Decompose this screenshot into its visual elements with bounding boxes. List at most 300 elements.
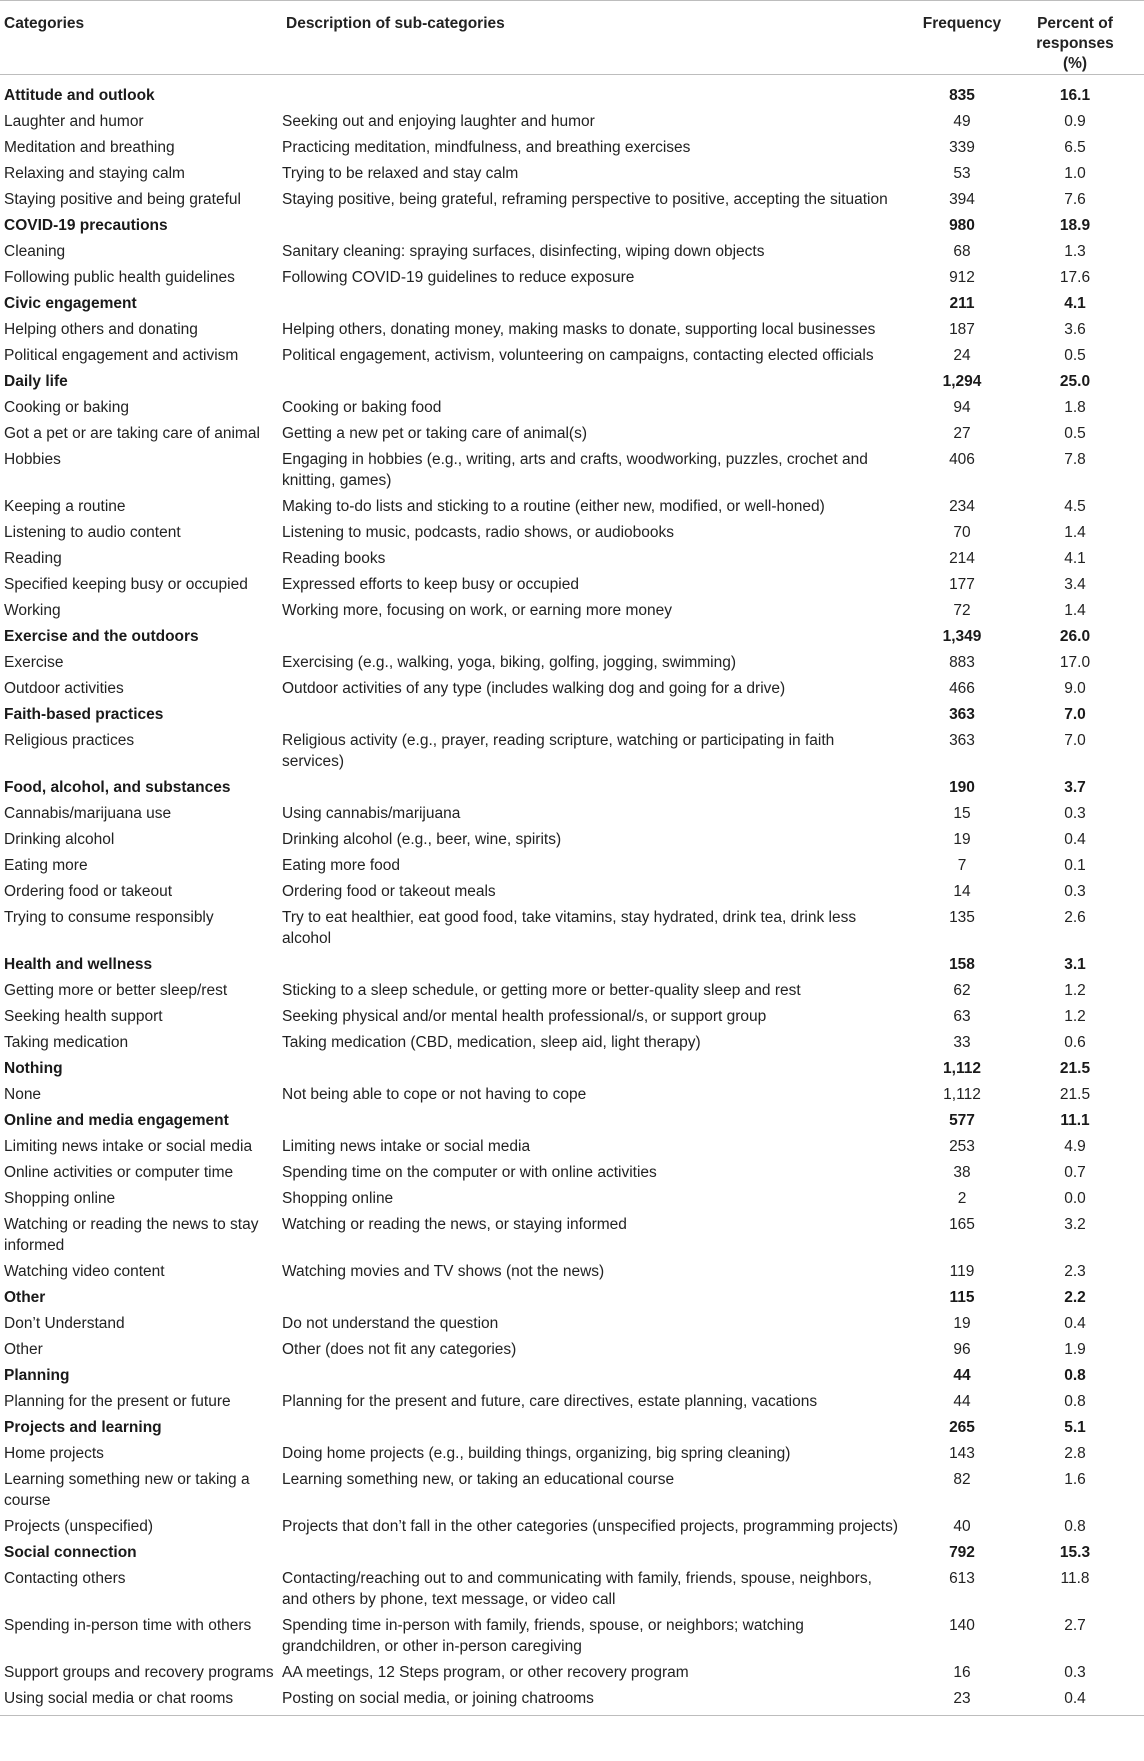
percent-value: 1.9 bbox=[1064, 1341, 1086, 1358]
percent-value-cell bbox=[1024, 369, 1144, 395]
subcategory-description: Contacting/reaching out to and communicating with family, friends, spouse, neighbors, and others by phone, text message, or video call bbox=[282, 1570, 872, 1608]
subcategory-row bbox=[0, 801, 1144, 827]
percent-value-cell bbox=[1024, 109, 1144, 135]
percent-value: 1.6 bbox=[1064, 1471, 1086, 1488]
percent-value-cell bbox=[1024, 572, 1144, 598]
subcategory-description: Cooking or baking food bbox=[282, 399, 442, 416]
frequency-value: 49 bbox=[953, 113, 971, 130]
percent-value-cell bbox=[1024, 447, 1144, 494]
subcategory-name: Keeping a routine bbox=[4, 498, 126, 515]
percent-value: 11.8 bbox=[1060, 1570, 1090, 1587]
frequency-value: 15 bbox=[953, 805, 971, 822]
subcategory-name: Cleaning bbox=[4, 243, 66, 260]
frequency-value: 53 bbox=[953, 165, 971, 182]
percent-value-cell bbox=[1024, 520, 1144, 546]
percent-value: 6.5 bbox=[1064, 139, 1086, 156]
subcategory-row bbox=[0, 494, 1144, 520]
category-name: Online and media engagement bbox=[4, 1112, 229, 1129]
subcategory-name: Learning something new or taking a course bbox=[4, 1471, 250, 1509]
subcategory-description: Doing home projects (e.g., building things, organizing, big spring cleaning) bbox=[282, 1445, 791, 1462]
category-name: Food, alcohol, and substances bbox=[4, 779, 231, 796]
subcategory-description: Not being able to cope or not having to cope bbox=[282, 1086, 587, 1103]
frequency-value: 1,294 bbox=[942, 373, 982, 390]
percent-value-cell bbox=[1024, 1056, 1144, 1082]
percent-value-cell bbox=[1024, 1259, 1144, 1285]
percent-value-cell bbox=[1024, 187, 1144, 213]
category-row bbox=[0, 624, 1144, 650]
percent-value: 3.1 bbox=[1064, 956, 1086, 973]
subcategory-row bbox=[0, 905, 1144, 952]
subcategory-name: Home projects bbox=[4, 1445, 104, 1462]
frequency-value: 7 bbox=[957, 857, 967, 874]
frequency-value: 214 bbox=[949, 550, 975, 567]
percent-value: 0.6 bbox=[1064, 1034, 1086, 1051]
subcategory-description: Try to eat healthier, eat good food, take vitamins, stay hydrated, drink tea, drink less alcohol bbox=[282, 909, 857, 947]
percent-value-cell bbox=[1024, 1030, 1144, 1056]
percent-value-cell bbox=[1024, 879, 1144, 905]
frequency-value: 68 bbox=[953, 243, 971, 260]
percent-value: 17.0 bbox=[1059, 654, 1091, 671]
percent-value: 0.3 bbox=[1064, 805, 1086, 822]
percent-value: 4.5 bbox=[1064, 498, 1086, 515]
percent-value: 2.8 bbox=[1064, 1445, 1086, 1462]
header-percent-text: Percent of responses (%) bbox=[1036, 15, 1114, 72]
frequency-value: 119 bbox=[949, 1263, 975, 1280]
subcategory-description: Planning for the present and future, care directives, estate planning, vacations bbox=[282, 1393, 818, 1410]
frequency-value: 19 bbox=[953, 831, 971, 848]
percent-value: 21.5 bbox=[1059, 1086, 1091, 1103]
frequency-value: 980 bbox=[949, 217, 975, 234]
subcategory-name: Online activities or computer time bbox=[4, 1164, 234, 1181]
subcategory-row bbox=[0, 1467, 1144, 1514]
percent-value-cell bbox=[1024, 395, 1144, 421]
frequency-value: 135 bbox=[949, 909, 975, 926]
subcategory-row bbox=[0, 1441, 1144, 1467]
subcategory-row bbox=[0, 447, 1144, 494]
subcategory-name: Political engagement and activism bbox=[4, 347, 239, 364]
frequency-value: 265 bbox=[949, 1419, 975, 1436]
frequency-value: 14 bbox=[953, 883, 971, 900]
table-header bbox=[0, 1, 1144, 75]
percent-value: 0.5 bbox=[1064, 347, 1086, 364]
subcategory-row bbox=[0, 650, 1144, 676]
percent-value-cell bbox=[1024, 1613, 1144, 1660]
subcategory-description: Outdoor activities of any type (includes walking dog and going for a drive) bbox=[282, 680, 786, 697]
subcategory-name: Hobbies bbox=[4, 451, 61, 468]
percent-value-cell bbox=[1024, 213, 1144, 239]
percent-value: 1.2 bbox=[1064, 1008, 1086, 1025]
percent-value-cell bbox=[1024, 1415, 1144, 1441]
subcategory-description: Staying positive, being grateful, reframing perspective to positive, accepting the situation bbox=[282, 191, 888, 208]
percent-value: 2.2 bbox=[1064, 1289, 1086, 1306]
subcategory-row bbox=[0, 135, 1144, 161]
subcategory-name: Outdoor activities bbox=[4, 680, 124, 697]
subcategory-row bbox=[0, 676, 1144, 702]
category-row bbox=[0, 1056, 1144, 1082]
frequency-value: 177 bbox=[949, 576, 975, 593]
subcategory-name: Reading bbox=[4, 550, 62, 567]
header-frequency: Frequency bbox=[900, 1, 1024, 75]
percent-value-cell bbox=[1024, 853, 1144, 879]
percent-value: 1.4 bbox=[1064, 602, 1086, 619]
subcategory-name: Cannabis/marijuana use bbox=[4, 805, 172, 822]
subcategory-description: Political engagement, activism, volunteering on campaigns, contacting elected officials bbox=[282, 347, 874, 364]
frequency-value: 577 bbox=[949, 1112, 975, 1129]
header-row bbox=[0, 1, 1144, 75]
frequency-value: 883 bbox=[949, 654, 975, 671]
subcategory-name: Shopping online bbox=[4, 1190, 116, 1207]
frequency-value: 187 bbox=[949, 321, 975, 338]
subcategory-description: Religious activity (e.g., prayer, reading scripture, watching or participating in faith services) bbox=[282, 732, 835, 770]
subcategory-description: Practicing meditation, mindfulness, and breathing exercises bbox=[282, 139, 691, 156]
subcategory-name: Working bbox=[4, 602, 61, 619]
subcategory-name: Exercise bbox=[4, 654, 64, 671]
percent-value-cell bbox=[1024, 1441, 1144, 1467]
subcategory-name: Watching video content bbox=[4, 1263, 165, 1280]
percent-value: 0.4 bbox=[1064, 1690, 1086, 1707]
subcategory-name: Projects (unspecified) bbox=[4, 1518, 154, 1535]
percent-value-cell bbox=[1024, 1566, 1144, 1613]
percent-value-cell bbox=[1024, 1686, 1144, 1716]
subcategory-description: Getting a new pet or taking care of animal(s) bbox=[282, 425, 587, 442]
subcategory-description: Taking medication (CBD, medication, sleep aid, light therapy) bbox=[282, 1034, 701, 1051]
subcategory-row bbox=[0, 853, 1144, 879]
subcategory-row bbox=[0, 1160, 1144, 1186]
subcategory-description bbox=[282, 1285, 900, 1311]
subcategory-row bbox=[0, 827, 1144, 853]
percent-value: 0.8 bbox=[1064, 1518, 1086, 1535]
frequency-value: 211 bbox=[949, 295, 975, 312]
subcategory-name: Don’t Understand bbox=[4, 1315, 125, 1332]
frequency-value: 143 bbox=[949, 1445, 975, 1462]
percent-value: 4.1 bbox=[1064, 550, 1086, 567]
category-row bbox=[0, 952, 1144, 978]
subcategory-description: Using cannabis/marijuana bbox=[282, 805, 461, 822]
category-name: Faith-based practices bbox=[4, 706, 164, 723]
percent-value-cell bbox=[1024, 702, 1144, 728]
subcategory-description bbox=[282, 624, 900, 650]
subcategory-row bbox=[0, 1514, 1144, 1540]
percent-value: 26.0 bbox=[1059, 628, 1091, 645]
category-name: COVID-19 precautions bbox=[4, 217, 168, 234]
subcategory-description bbox=[282, 369, 900, 395]
frequency-value: 62 bbox=[953, 982, 971, 999]
percent-value-cell bbox=[1024, 624, 1144, 650]
percent-value: 0.0 bbox=[1064, 1190, 1086, 1207]
subcategory-name: Drinking alcohol bbox=[4, 831, 115, 848]
frequency-value: 613 bbox=[949, 1570, 975, 1587]
category-name: Exercise and the outdoors bbox=[4, 628, 199, 645]
subcategory-name: Support groups and recovery programs bbox=[4, 1664, 274, 1681]
subcategory-description: Sanitary cleaning: spraying surfaces, disinfecting, wiping down objects bbox=[282, 243, 765, 260]
subcategory-description: Seeking out and enjoying laughter and humor bbox=[282, 113, 595, 130]
subcategory-description: Helping others, donating money, making masks to donate, supporting local businesses bbox=[282, 321, 876, 338]
percent-value-cell bbox=[1024, 239, 1144, 265]
percent-value: 1.3 bbox=[1064, 243, 1086, 260]
frequency-value: 96 bbox=[953, 1341, 971, 1358]
percent-value: 0.8 bbox=[1064, 1393, 1086, 1410]
category-row bbox=[0, 702, 1144, 728]
subcategory-description: Following COVID-19 guidelines to reduce exposure bbox=[282, 269, 635, 286]
subcategory-description: Making to-do lists and sticking to a routine (either new, modified, or well-honed) bbox=[282, 498, 825, 515]
subcategory-description: Drinking alcohol (e.g., beer, wine, spirits) bbox=[282, 831, 562, 848]
category-row bbox=[0, 369, 1144, 395]
percent-value: 0.5 bbox=[1064, 425, 1086, 442]
category-name: Health and wellness bbox=[4, 956, 153, 973]
percent-value-cell bbox=[1024, 801, 1144, 827]
frequency-value: 82 bbox=[953, 1471, 971, 1488]
subcategory-name: Taking medication bbox=[4, 1034, 129, 1051]
subcategory-name: Cooking or baking bbox=[4, 399, 129, 416]
category-name: Other bbox=[4, 1289, 46, 1306]
frequency-value: 72 bbox=[953, 602, 971, 619]
percent-value-cell bbox=[1024, 135, 1144, 161]
percent-value-cell bbox=[1024, 75, 1144, 110]
percent-value-cell bbox=[1024, 827, 1144, 853]
frequency-value: 16 bbox=[953, 1664, 971, 1681]
subcategory-row bbox=[0, 395, 1144, 421]
category-name: Daily life bbox=[4, 373, 68, 390]
category-row bbox=[0, 1363, 1144, 1389]
frequency-value: 1,112 bbox=[943, 1086, 981, 1103]
category-row bbox=[0, 775, 1144, 801]
percent-value: 4.9 bbox=[1064, 1138, 1086, 1155]
frequency-value: 63 bbox=[953, 1008, 971, 1025]
frequency-value: 792 bbox=[949, 1544, 975, 1561]
subcategory-name: Meditation and breathing bbox=[4, 139, 175, 156]
category-row bbox=[0, 291, 1144, 317]
percent-value: 18.9 bbox=[1059, 217, 1091, 234]
subcategory-row bbox=[0, 1004, 1144, 1030]
percent-value-cell bbox=[1024, 676, 1144, 702]
subcategory-description: Ordering food or takeout meals bbox=[282, 883, 496, 900]
subcategory-description: Working more, focusing on work, or earning more money bbox=[282, 602, 672, 619]
subcategory-row bbox=[0, 1212, 1144, 1259]
percent-value: 0.3 bbox=[1064, 883, 1086, 900]
subcategory-row bbox=[0, 343, 1144, 369]
frequency-value: 406 bbox=[949, 451, 975, 468]
subcategory-description: Trying to be relaxed and stay calm bbox=[282, 165, 519, 182]
percent-value: 0.3 bbox=[1064, 1664, 1086, 1681]
category-row bbox=[0, 1540, 1144, 1566]
percent-value-cell bbox=[1024, 1082, 1144, 1108]
subcategory-description bbox=[282, 75, 900, 110]
percent-value: 17.6 bbox=[1059, 269, 1091, 286]
subcategory-row bbox=[0, 1686, 1144, 1716]
percent-value: 1.2 bbox=[1064, 982, 1086, 999]
percent-value-cell bbox=[1024, 1467, 1144, 1514]
percent-value-cell bbox=[1024, 1108, 1144, 1134]
percent-value: 3.4 bbox=[1064, 576, 1086, 593]
frequency-value: 44 bbox=[953, 1393, 971, 1410]
subcategory-description: Exercising (e.g., walking, yoga, biking, golfing, jogging, swimming) bbox=[282, 654, 737, 671]
subcategory-description: Spending time on the computer or with online activities bbox=[282, 1164, 657, 1181]
percent-value: 0.9 bbox=[1064, 113, 1086, 130]
subcategory-description: Learning something new, or taking an educational course bbox=[282, 1471, 675, 1488]
frequency-value: 70 bbox=[953, 524, 971, 541]
subcategory-description: Do not understand the question bbox=[282, 1315, 499, 1332]
category-row bbox=[0, 1108, 1144, 1134]
category-row bbox=[0, 1415, 1144, 1441]
subcategory-row bbox=[0, 187, 1144, 213]
category-name: Attitude and outlook bbox=[4, 87, 155, 104]
percent-value: 7.0 bbox=[1064, 732, 1086, 749]
percent-value: 2.6 bbox=[1064, 909, 1086, 926]
subcategory-row bbox=[0, 1389, 1144, 1415]
frequency-value: 140 bbox=[949, 1617, 975, 1634]
percent-value: 0.1 bbox=[1064, 857, 1086, 874]
subcategory-description bbox=[282, 1363, 900, 1389]
frequency-value: 363 bbox=[949, 706, 975, 723]
subcategory-row bbox=[0, 421, 1144, 447]
percent-value: 2.3 bbox=[1064, 1263, 1086, 1280]
percent-value-cell bbox=[1024, 1660, 1144, 1686]
subcategory-description: Reading books bbox=[282, 550, 386, 567]
header-categories: Categories bbox=[0, 1, 282, 75]
subcategory-description bbox=[282, 291, 900, 317]
percent-value: 4.1 bbox=[1064, 295, 1086, 312]
subcategory-row bbox=[0, 1082, 1144, 1108]
subcategory-description bbox=[282, 213, 900, 239]
percent-value: 1.8 bbox=[1064, 399, 1086, 416]
percent-value-cell bbox=[1024, 1337, 1144, 1363]
percent-value: 15.3 bbox=[1059, 1544, 1091, 1561]
subcategory-name: Seeking health support bbox=[4, 1008, 163, 1025]
percent-value-cell bbox=[1024, 494, 1144, 520]
category-name: Projects and learning bbox=[4, 1419, 162, 1436]
percent-value-cell bbox=[1024, 546, 1144, 572]
subcategory-description bbox=[282, 1056, 900, 1082]
subcategory-description: AA meetings, 12 Steps program, or other recovery program bbox=[282, 1664, 689, 1681]
percent-value-cell bbox=[1024, 905, 1144, 952]
frequency-value: 24 bbox=[953, 347, 971, 364]
subcategory-row bbox=[0, 728, 1144, 775]
subcategory-row bbox=[0, 239, 1144, 265]
subcategory-description: Listening to music, podcasts, radio shows, or audiobooks bbox=[282, 524, 675, 541]
percent-value: 0.8 bbox=[1064, 1367, 1086, 1384]
subcategory-row bbox=[0, 109, 1144, 135]
subcategory-name: Trying to consume responsibly bbox=[4, 909, 214, 926]
subcategory-row bbox=[0, 317, 1144, 343]
subcategory-name: Planning for the present or future bbox=[4, 1393, 231, 1410]
percent-value: 16.1 bbox=[1059, 87, 1091, 104]
frequency-value: 115 bbox=[949, 1289, 975, 1306]
frequency-value: 44 bbox=[953, 1367, 971, 1384]
percent-value-cell bbox=[1024, 775, 1144, 801]
percent-value: 11.1 bbox=[1060, 1112, 1090, 1129]
subcategory-description: Limiting news intake or social media bbox=[282, 1138, 531, 1155]
percent-value-cell bbox=[1024, 1186, 1144, 1212]
frequency-value: 27 bbox=[953, 425, 971, 442]
percent-value: 3.7 bbox=[1064, 779, 1086, 796]
percent-value: 7.0 bbox=[1064, 706, 1086, 723]
subcategory-row bbox=[0, 1186, 1144, 1212]
frequency-value: 33 bbox=[953, 1034, 971, 1051]
subcategory-row bbox=[0, 546, 1144, 572]
header-description: Description of sub-categories bbox=[282, 1, 900, 75]
frequency-value: 394 bbox=[949, 191, 975, 208]
frequency-value: 835 bbox=[949, 87, 975, 104]
percent-value-cell bbox=[1024, 1389, 1144, 1415]
percent-value: 0.4 bbox=[1064, 1315, 1086, 1332]
frequency-value: 363 bbox=[949, 732, 975, 749]
subcategory-row bbox=[0, 1259, 1144, 1285]
percent-value: 1.4 bbox=[1064, 524, 1086, 541]
frequency-value: 1,349 bbox=[942, 628, 982, 645]
subcategory-description: Seeking physical and/or mental health professional/s, or support group bbox=[282, 1008, 767, 1025]
frequency-value: 2 bbox=[957, 1190, 967, 1207]
percent-value-cell bbox=[1024, 1160, 1144, 1186]
category-row bbox=[0, 75, 1144, 110]
frequency-value: 19 bbox=[953, 1315, 971, 1332]
subcategory-name: Spending in-person time with others bbox=[4, 1617, 252, 1634]
category-name: Social connection bbox=[4, 1544, 137, 1561]
subcategory-description: Shopping online bbox=[282, 1190, 394, 1207]
subcategory-description: Projects that don’t fall in the other categories (unspecified projects, programming projects) bbox=[282, 1518, 898, 1535]
subcategory-name: Watching or reading the news to stay informed bbox=[4, 1216, 259, 1254]
percent-value-cell bbox=[1024, 421, 1144, 447]
percent-value: 0.4 bbox=[1064, 831, 1086, 848]
percent-value: 3.2 bbox=[1064, 1216, 1086, 1233]
subcategory-row bbox=[0, 1613, 1144, 1660]
subcategory-name: Limiting news intake or social media bbox=[4, 1138, 253, 1155]
frequency-value: 912 bbox=[949, 269, 975, 286]
percent-value-cell bbox=[1024, 1004, 1144, 1030]
subcategory-description: Sticking to a sleep schedule, or getting more or better-quality sleep and rest bbox=[282, 982, 801, 999]
subcategory-row bbox=[0, 1660, 1144, 1686]
subcategory-description: Watching movies and TV shows (not the news) bbox=[282, 1263, 605, 1280]
percent-value-cell bbox=[1024, 952, 1144, 978]
subcategory-name: Helping others and donating bbox=[4, 321, 198, 338]
subcategory-description: Engaging in hobbies (e.g., writing, arts and crafts, woodworking, puzzles, crochet and knitting, games) bbox=[282, 451, 868, 489]
subcategory-description: Other (does not fit any categories) bbox=[282, 1341, 517, 1358]
percent-value: 5.1 bbox=[1064, 1419, 1086, 1436]
percent-value-cell bbox=[1024, 650, 1144, 676]
subcategory-name: Using social media or chat rooms bbox=[0, 1686, 282, 1716]
subcategory-name: None bbox=[4, 1086, 42, 1103]
subcategory-description bbox=[282, 1415, 900, 1441]
subcategory-name: Following public health guidelines bbox=[4, 269, 235, 286]
subcategory-row bbox=[0, 1311, 1144, 1337]
frequency-value: 158 bbox=[949, 956, 975, 973]
category-name: Nothing bbox=[4, 1060, 63, 1077]
percent-value: 2.7 bbox=[1064, 1617, 1086, 1634]
percent-value-cell bbox=[1024, 265, 1144, 291]
subcategory-row bbox=[0, 1566, 1144, 1613]
frequency-value: 40 bbox=[953, 1518, 971, 1535]
subcategory-row bbox=[0, 978, 1144, 1004]
subcategory-description: Expressed efforts to keep busy or occupied bbox=[282, 576, 579, 593]
percent-value-cell bbox=[1024, 1514, 1144, 1540]
subcategory-description: Eating more food bbox=[282, 857, 401, 874]
subcategory-description bbox=[282, 952, 900, 978]
percent-value-cell bbox=[1024, 1134, 1144, 1160]
percent-value-cell bbox=[1024, 1285, 1144, 1311]
subcategory-row bbox=[0, 598, 1144, 624]
subcategory-description: Spending time in-person with family, friends, spouse, or neighbors; watching grandchildren, or other in-person caregiving bbox=[282, 1617, 804, 1655]
subcategory-description: Posting on social media, or joining chatrooms bbox=[282, 1686, 900, 1716]
subcategory-name: Religious practices bbox=[4, 732, 135, 749]
subcategory-name: Listening to audio content bbox=[4, 524, 181, 541]
percent-value: 0.7 bbox=[1064, 1164, 1086, 1181]
subcategory-name: Laughter and humor bbox=[4, 113, 144, 130]
subcategory-name: Staying positive and being grateful bbox=[4, 191, 241, 208]
subcategory-name: Specified keeping busy or occupied bbox=[4, 576, 248, 593]
category-row bbox=[0, 1285, 1144, 1311]
category-name: Planning bbox=[4, 1367, 70, 1384]
subcategory-row bbox=[0, 572, 1144, 598]
subcategory-row bbox=[0, 1134, 1144, 1160]
